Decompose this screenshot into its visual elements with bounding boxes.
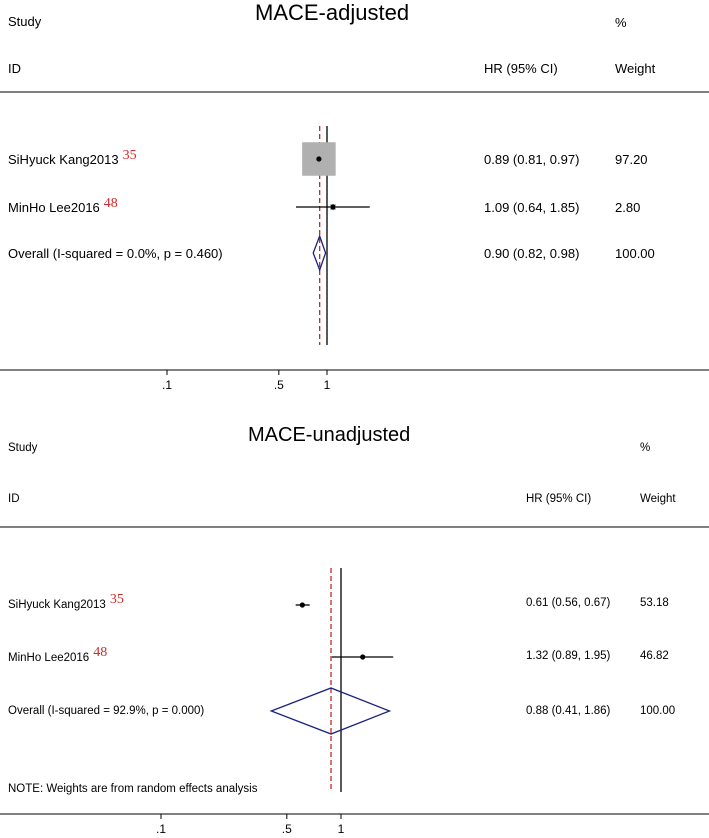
weight-text: 53.18 (640, 597, 669, 609)
point-estimate (300, 602, 305, 607)
overall-ci-text: 0.88 (0.41, 1.86) (526, 705, 611, 717)
study-label: MinHo Lee2016 48 (8, 645, 108, 664)
overall-ci-text: 0.90 (0.82, 0.98) (484, 246, 580, 261)
overall-weight-text: 100.00 (615, 246, 655, 261)
header-weight: Weight (615, 61, 656, 76)
point-estimate (330, 204, 335, 209)
point-estimate (316, 156, 321, 161)
header-effect: HR (95% CI) (484, 61, 558, 76)
header-pct: % (640, 442, 651, 454)
overall-label: Overall (I-squared = 0.0%, p = 0.460) (8, 246, 223, 261)
header-weight: Weight (640, 493, 676, 505)
x-tick-label: .5 (281, 822, 292, 836)
overall-label: Overall (I-squared = 92.9%, p = 0.000) (8, 705, 205, 717)
forest-plot-adjusted (0, 0, 709, 400)
x-tick-label: .1 (161, 378, 173, 392)
chart-title: MACE-adjusted (255, 0, 410, 25)
point-estimate (360, 654, 365, 659)
overall-diamond (271, 688, 389, 734)
hr-ci-text: 1.09 (0.64, 1.85) (484, 200, 580, 215)
study-label: MinHo Lee2016 48 (8, 196, 118, 215)
chart-title: MACE-unadjusted (248, 424, 411, 446)
x-tick-label: .1 (155, 822, 167, 836)
hr-ci-text: 0.61 (0.56, 0.67) (526, 597, 611, 609)
study-label: SiHyuck Kang2013 35 (8, 592, 124, 611)
weight-text: 97.20 (615, 152, 648, 167)
header-study: Study (8, 14, 42, 29)
forest-plot-unadjusted-svg (0, 400, 709, 838)
x-tick-label: 1 (337, 822, 345, 836)
footnote: NOTE: Weights are from random effects analysis (8, 783, 258, 795)
header-study: Study (8, 442, 38, 454)
header-id: ID (8, 61, 21, 76)
study-label: SiHyuck Kang2013 35 (8, 148, 137, 167)
hr-ci-text: 1.32 (0.89, 1.95) (526, 650, 611, 662)
header-id: ID (8, 493, 20, 505)
header-effect: HR (95% CI) (526, 493, 592, 505)
weight-text: 46.82 (640, 650, 669, 662)
hr-ci-text: 0.89 (0.81, 0.97) (484, 152, 580, 167)
x-tick-label: .5 (273, 378, 284, 392)
forest-plot-unadjusted (0, 400, 709, 838)
x-tick-label: 1 (323, 378, 331, 392)
overall-weight-text: 100.00 (640, 705, 676, 717)
weight-text: 2.80 (615, 200, 641, 215)
header-pct: % (615, 15, 627, 30)
